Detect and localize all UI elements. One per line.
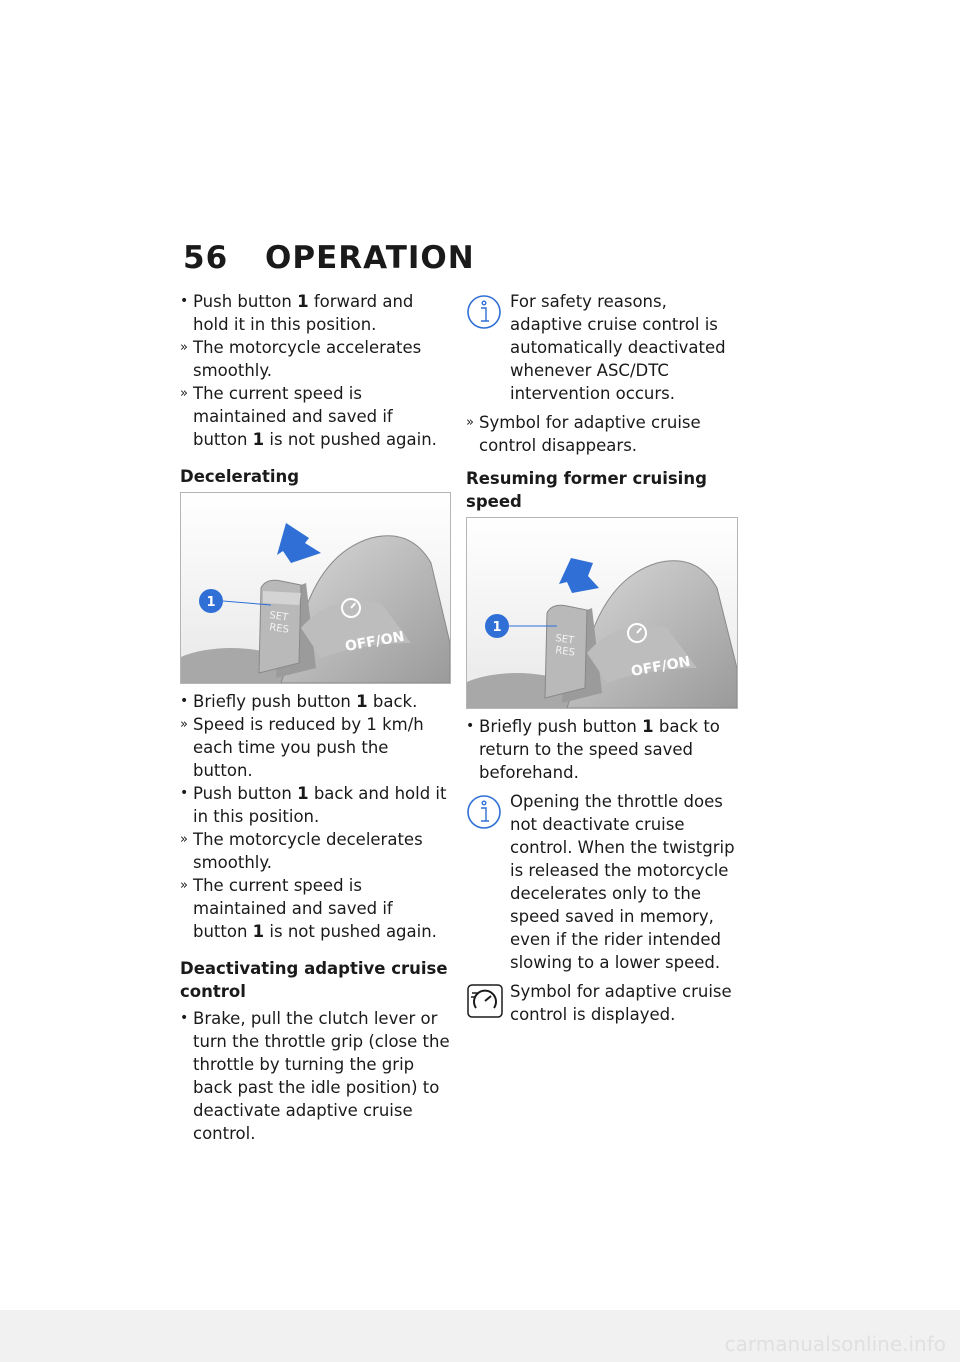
result-accelerates: » The motorcycle accelerates smoothly. (180, 338, 422, 380)
result-symbol-disappears: » Symbol for adaptive cruise control disappears. (466, 413, 701, 455)
switch-illustration (181, 493, 450, 683)
step-push-forward: • Push button 1 forward and hold it in this position. (180, 292, 414, 334)
result-decelerates: » The motorcycle decelerates smoothly. (180, 830, 423, 872)
callout-1b: 1 (492, 620, 502, 635)
switch-illustration-2 (467, 518, 737, 708)
throttle-note (466, 790, 738, 974)
footer-bar (0, 1310, 960, 1362)
heading-deactivating: Deactivating adaptive cruise control (180, 959, 448, 1001)
heading-resuming: Resuming former cruising speed (466, 469, 707, 511)
set-label-2: SET (554, 633, 575, 647)
heading-decelerating: Decelerating (180, 467, 300, 486)
result-speed-saved-2: » The current speed is maintained and saved if button 1 is not pushed again. (180, 876, 437, 941)
page-number: 56 (183, 240, 229, 276)
step-deactivate: • Brake, pull the clutch lever or turn the throttle grip (close the throttle by turning the grip back past the idle position) to deactivate adaptive cruise control. (180, 1009, 450, 1143)
figure-decelerating (180, 492, 451, 684)
info-icon-2 (466, 792, 504, 830)
watermark-text: carmanualsonline.info (724, 1332, 946, 1356)
figure-resuming (466, 517, 738, 709)
info-icon (466, 292, 504, 330)
offon-label-2: OFF/ON (629, 653, 692, 680)
throttle-note-text: Opening the throttle does not deactivate cruise control. When the twistgrip is released the motorcycle decelerates only to the speed saved in memory, even if the rider intended slowing to a lower speed. (510, 792, 735, 972)
right-column (466, 290, 738, 1026)
step-resume: • Briefly push button 1 back to return to the speed saved beforehand. (466, 717, 720, 782)
safety-note-text: For safety reasons, adaptive cruise control is automatically deactivated whenever ASC/DTC intervention occurs. (510, 292, 726, 403)
cruise-control-icon (466, 982, 504, 1020)
res-label-2: RES (554, 645, 576, 659)
callout-1: 1 (206, 595, 216, 610)
step-brief-push-back: • Briefly push button 1 back. (180, 692, 418, 711)
left-column (180, 290, 452, 1145)
set-label: SET (268, 610, 289, 624)
safety-note (466, 290, 738, 405)
result-speed-reduced: » Speed is reduced by 1 km/h each time you push the button. (180, 715, 424, 780)
result-speed-saved: » The current speed is maintained and saved if button 1 is not pushed again. (180, 384, 437, 449)
symbol-note-text: Symbol for adaptive cruise control is displayed. (510, 982, 732, 1024)
offon-label: OFF/ON (343, 628, 406, 655)
page-header (183, 240, 475, 276)
section-title: OPERATION (265, 240, 475, 276)
res-label: RES (268, 622, 290, 636)
symbol-note (466, 980, 738, 1026)
step-push-back-hold: • Push button 1 back and hold it in this position. (180, 784, 447, 826)
